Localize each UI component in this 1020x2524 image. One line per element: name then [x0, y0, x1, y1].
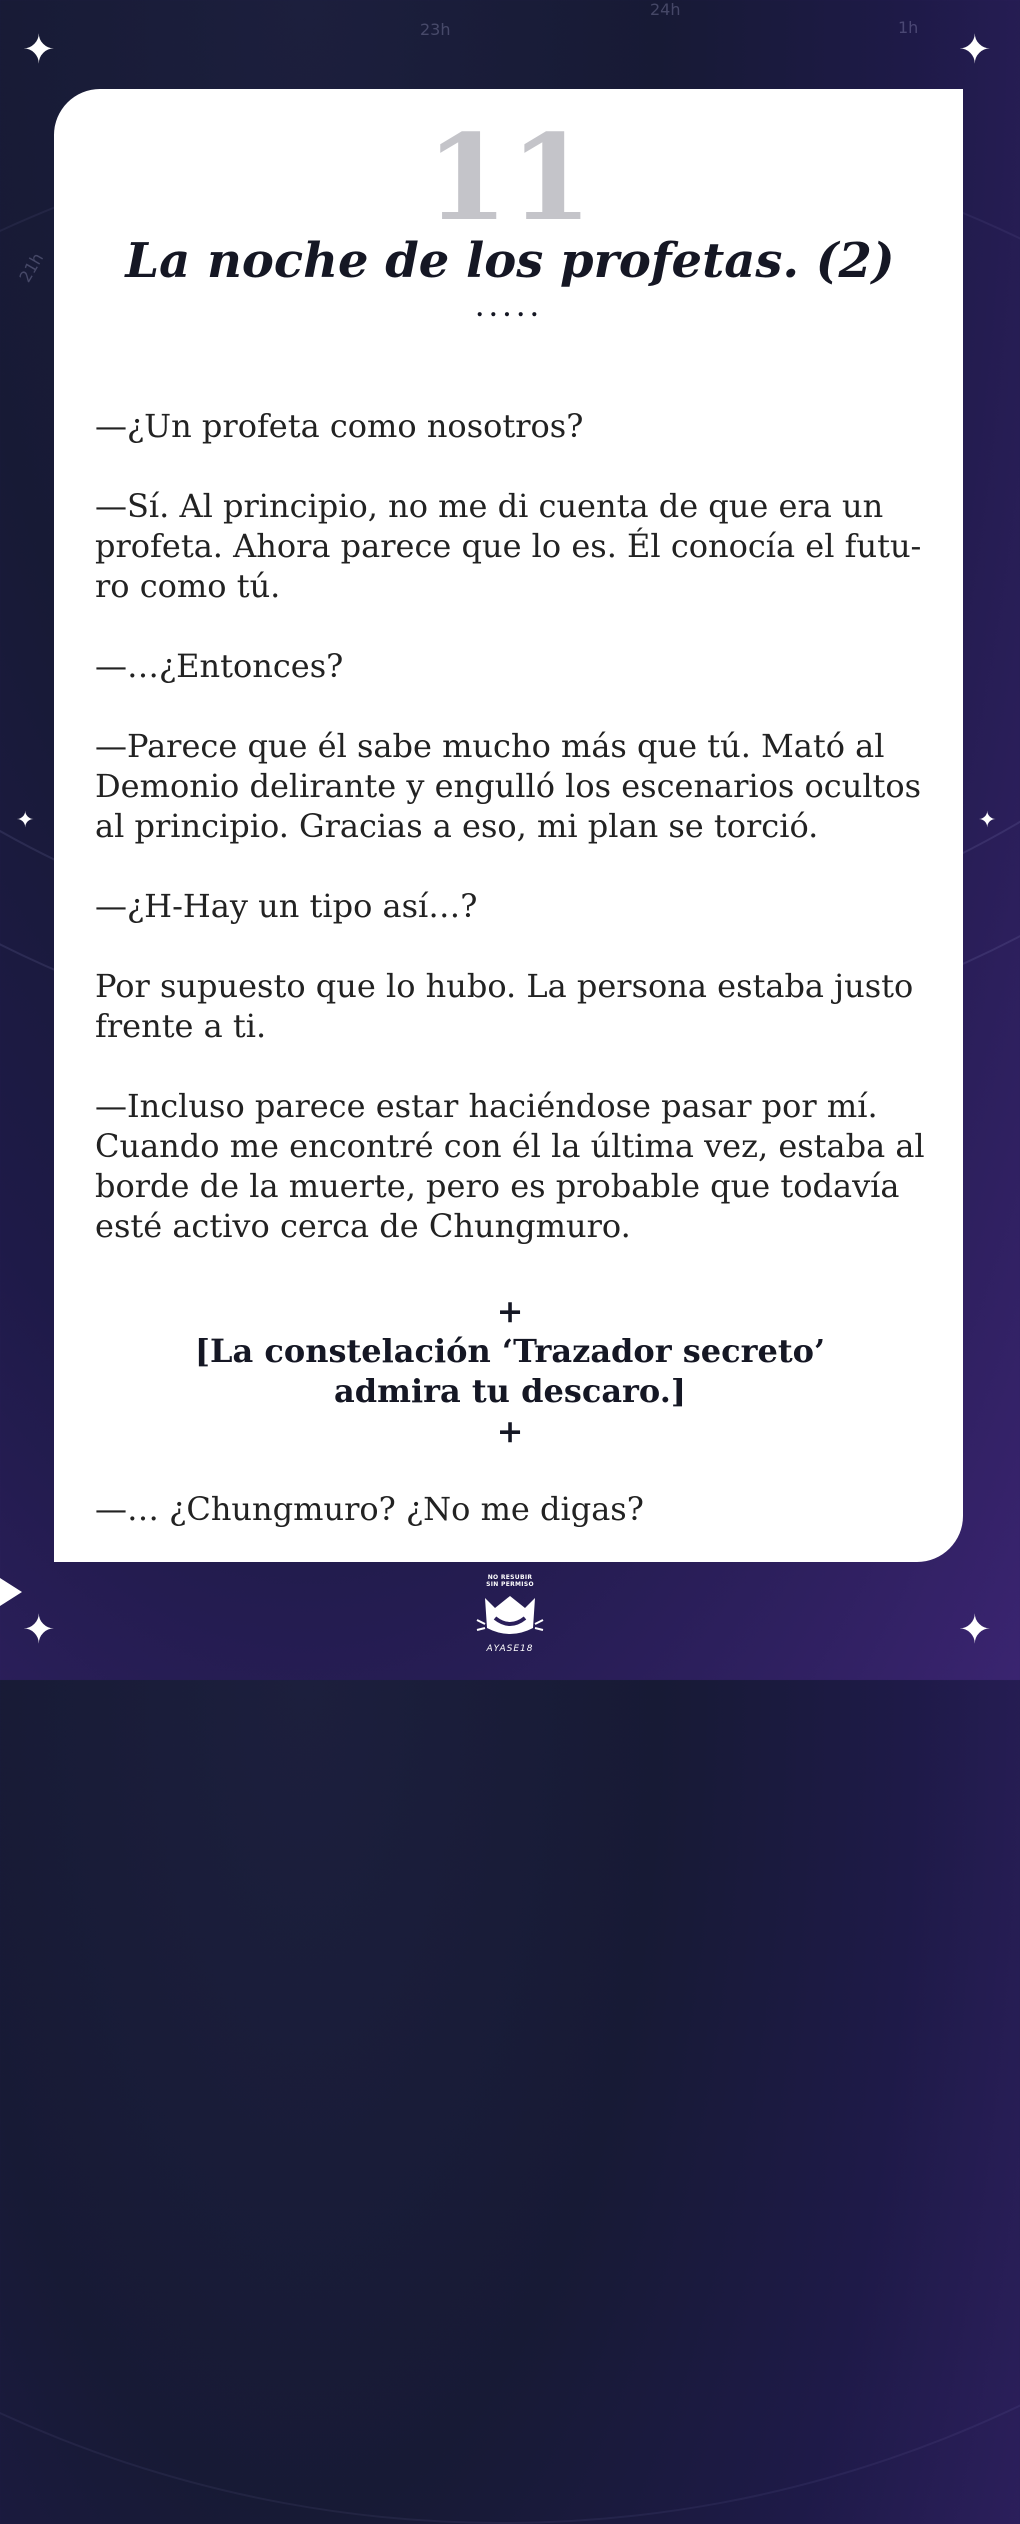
sparkle-mid-left-icon: ✦: [16, 808, 35, 833]
system-marker-bottom: +: [496, 1412, 524, 1450]
final-paragraph: —… ¿Chungmuro? ¿No me digas?: [95, 1490, 644, 1528]
system-message: [0, 1291, 1020, 1451]
sparkle-bottom-left-icon: ✦: [22, 1607, 56, 1653]
watermark: [446, 1574, 574, 1674]
triangle-left-icon: [0, 1578, 22, 1606]
chapter-title: La noche de los profetas. (2): [125, 233, 895, 289]
watermark-line-2: SIN PERMISO: [486, 1581, 534, 1588]
paragraph: —…¿Entonces?: [95, 647, 344, 685]
hour-label-21h: 21h: [15, 249, 48, 286]
watermark-line-1: NO RESUBIR: [487, 1574, 533, 1581]
chapter-body: [95, 406, 935, 1286]
paragraph: Por supuesto que lo hubo. La persona estaba justo frente a ti.: [95, 967, 914, 1045]
paragraph: —Sí. Al principio, no me di cuenta de que era un profeta. Ahora parece que lo es. Él conocía el futu-ro como tú.: [95, 487, 922, 605]
watermark-name: AYASE18: [486, 1644, 534, 1654]
title-separator: .....: [475, 296, 545, 322]
sparkle-bottom-right-icon: ✦: [958, 1607, 992, 1653]
system-message-line-1: [La constelación ‘Trazador secreto’: [194, 1332, 826, 1370]
sparkle-mid-right-icon: ✦: [978, 808, 997, 833]
paragraph: —Incluso parece estar haciéndose pasar por mí. Cuando me encontré con él la última vez, estaba al borde de la muerte, pero es probable que todavía esté activo cerca de Chungmuro.: [95, 1087, 925, 1245]
sparkle-top-right-icon: ✦: [958, 27, 992, 73]
system-marker-top: +: [496, 1292, 524, 1330]
paragraph: —¿Un profeta como nosotros?: [95, 407, 584, 445]
system-message-line-2: admira tu descaro.]: [334, 1372, 686, 1410]
paragraph: —¿H-Hay un tipo así…?: [95, 887, 478, 925]
paragraph: —Parece que él sabe mucho más que tú. Mató al Demonio delirante y engulló los escenarios ocultos al principio. Gracias a eso, mi plan se torció.: [95, 727, 922, 845]
sparkle-top-left-icon: ✦: [22, 27, 56, 73]
hour-label-24h: 24h: [650, 0, 681, 19]
hour-label-1h: 1h: [898, 18, 919, 37]
crown-smile-logo-icon: [475, 1590, 545, 1642]
hour-label-23h: 23h: [420, 20, 451, 39]
chapter-number: 11: [425, 108, 595, 247]
